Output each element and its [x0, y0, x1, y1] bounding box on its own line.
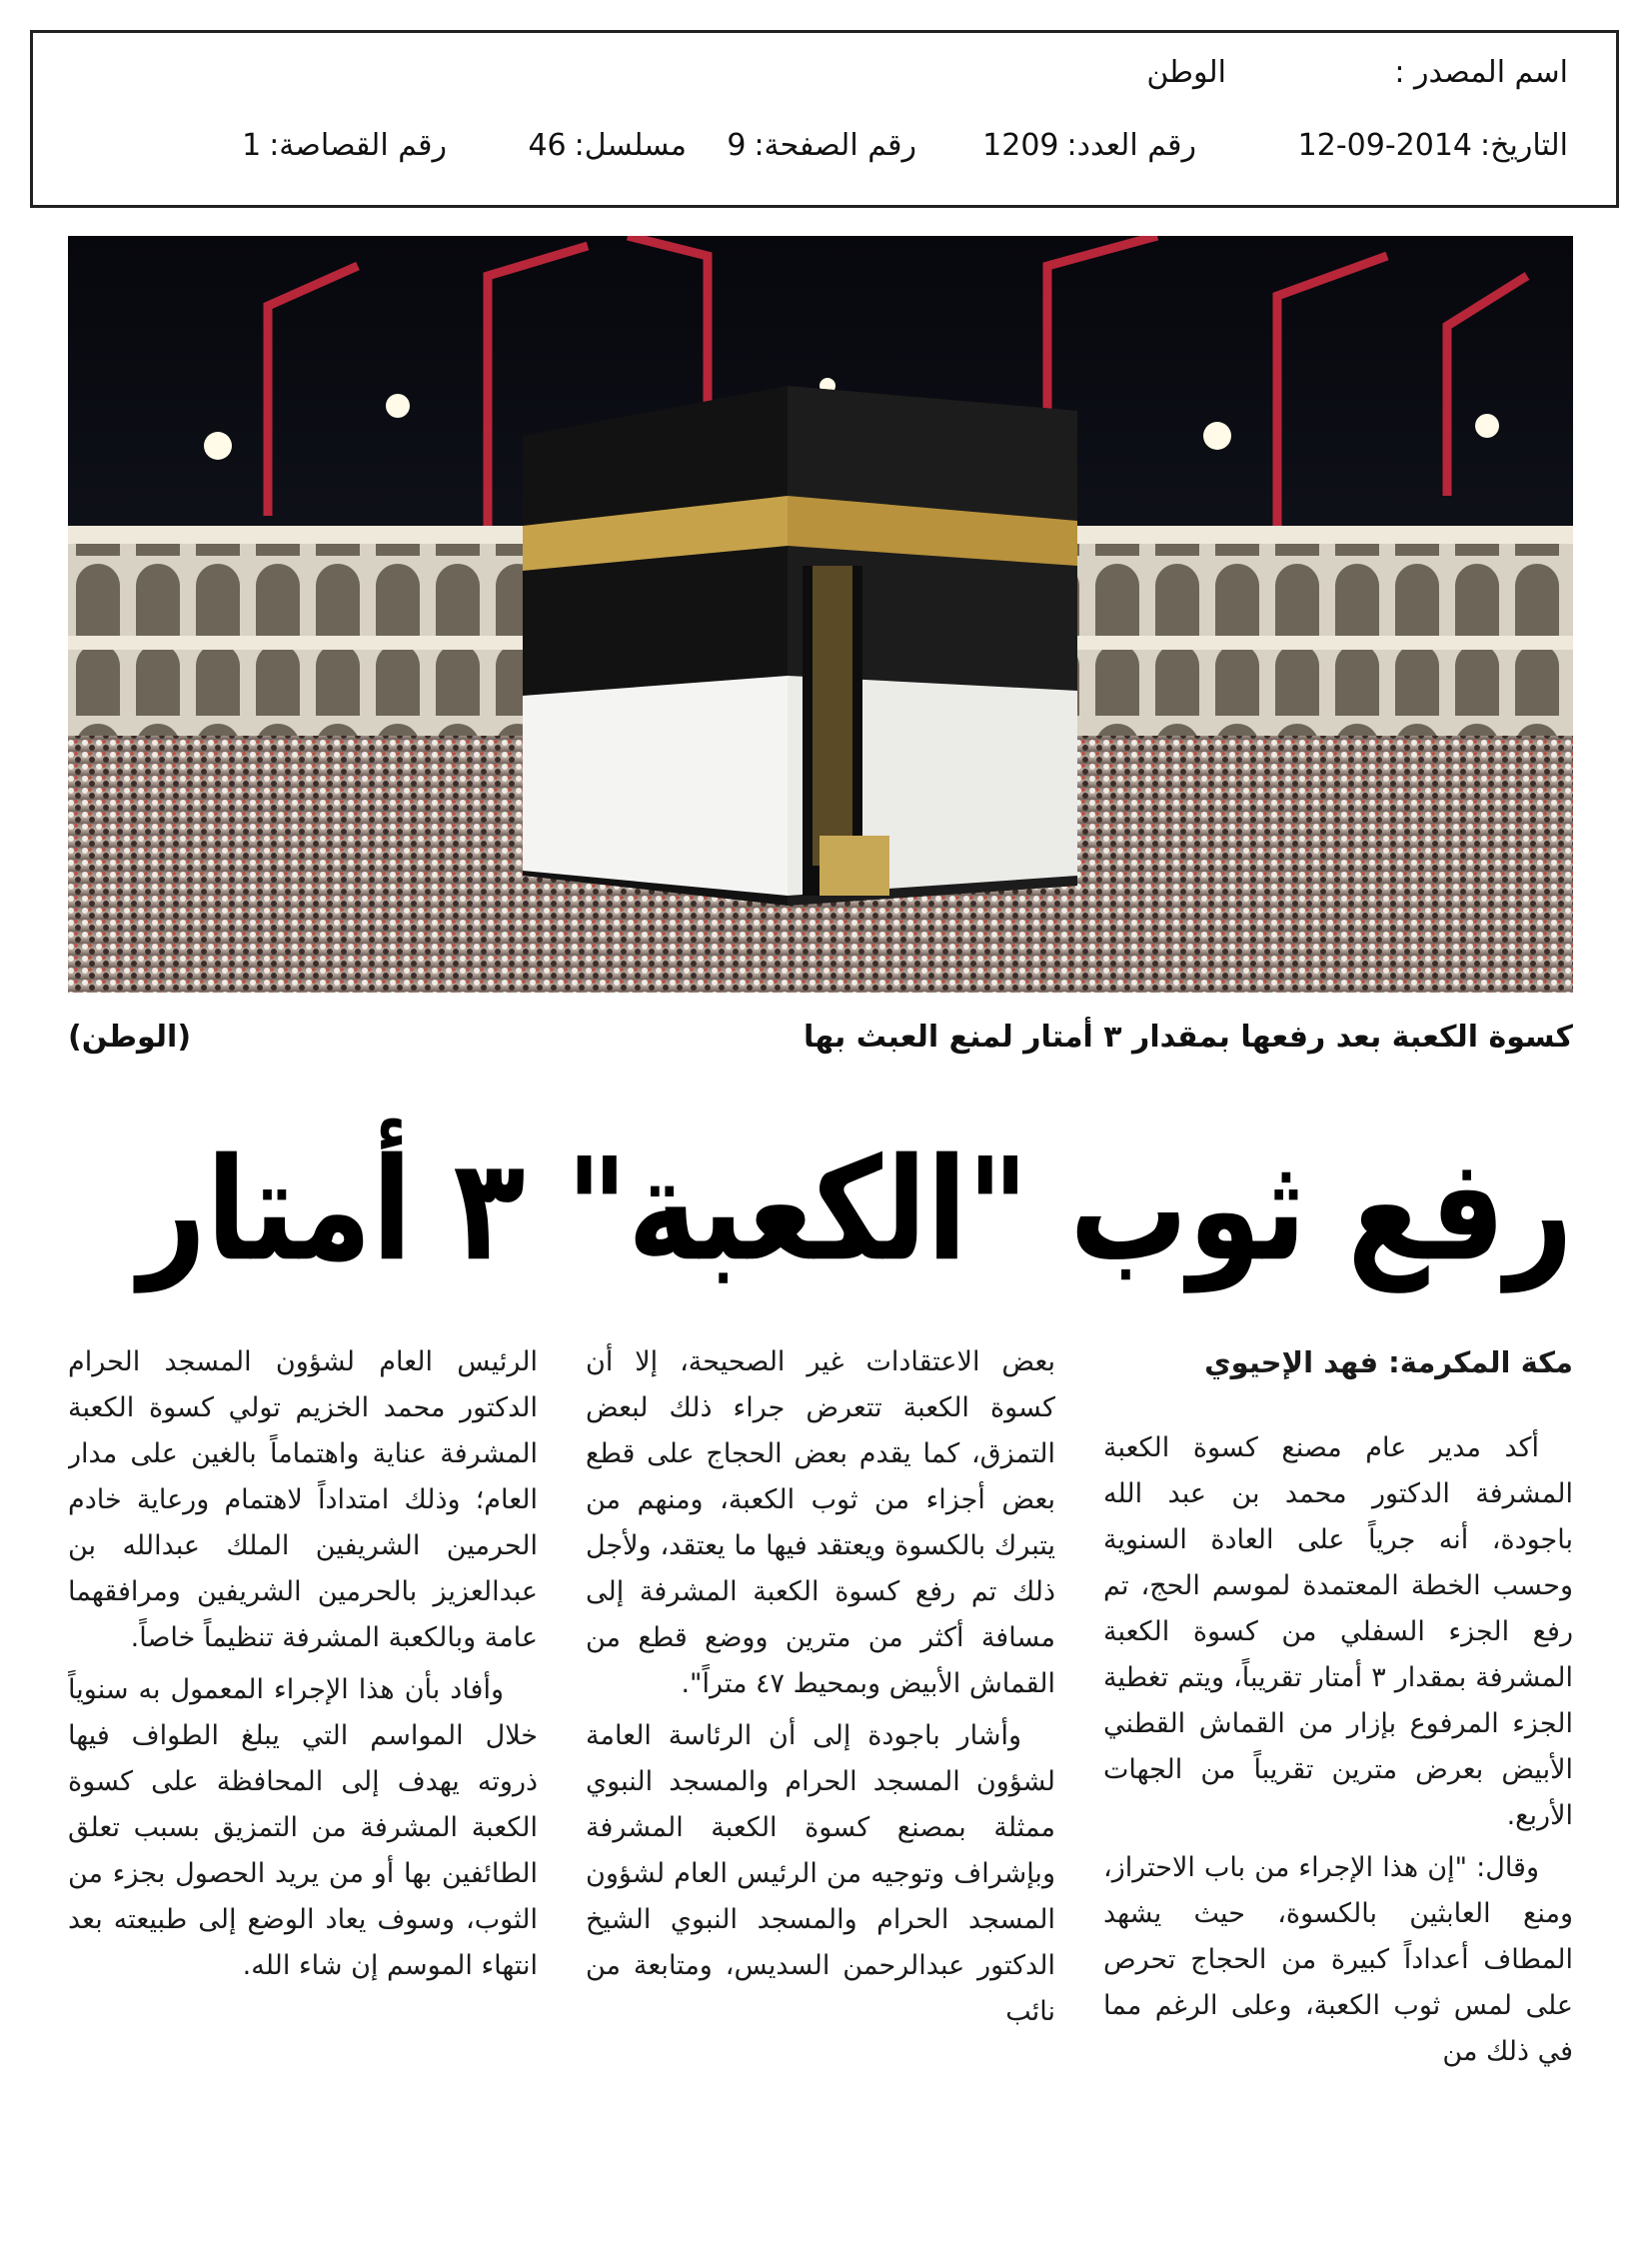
date-value: 2014-09-12: [1297, 128, 1473, 163]
serial-value: 46: [528, 128, 567, 163]
photo-caption: [68, 1020, 1573, 1070]
clipping-metadata-box: [30, 30, 1619, 208]
source-label: اسم المصدر :: [1394, 55, 1568, 90]
date-label: التاريخ:: [1480, 128, 1568, 163]
page-label: رقم الصفحة:: [754, 128, 916, 163]
paragraph: وقال: "إن هذا الإجراء من باب الاحتراز، ومنع العابثين بالكسوة، حيث يشهد المطاف أعداداً كبيرة من الحجاج تحرص على لمس ثوب الكعبة، وعلى الرغم مما في ذلك من: [1103, 1852, 1573, 2067]
paragraph: بعض الاعتقادات غير الصحيحة، إلا أن كسوة الكعبة تتعرض جراء ذلك لبعض التمزق، كما يقدم بعض الحجاج على قطع بعض أجزاء من ثوب الكعبة، ومنهم من يتبرك بالكسوة ويعتقد فيها ما يعتقد، ولأجل ذلك تم رفع كسوة الكعبة المشرفة إلى مسافة أكثر من مترين ووضع قطع من القماش الأبيض وبمحيط ٤٧ متراً".: [586, 1346, 1055, 1699]
byline: مكة المكرمة: فهد الإحيوي: [1204, 1345, 1573, 1379]
issue-value: 1209: [982, 128, 1059, 163]
kaaba-photo-illustration: [68, 236, 1573, 993]
paragraph: الرئيس العام لشؤون المسجد الحرام الدكتور محمد الخزيم تولي كسوة الكعبة المشرفة عناية واهتماماً بالغين على مدار العام؛ وذلك امتداداً لاهتمام ورعاية خادم الحرمين الشريفين الملك عبدالله بن عبدالعزيز بالحرمين الشريفين ومرافقهما عامة وبالكعبة المشرفة تنظيماً خاصاً.: [68, 1346, 538, 1653]
clip-value: 1: [242, 128, 262, 163]
issue-label: رقم العدد:: [1066, 128, 1196, 163]
page-value: 9: [727, 128, 747, 163]
article-column-1: [1103, 1339, 1573, 2239]
page-field: [727, 128, 916, 163]
article-column-3: [68, 1339, 538, 2239]
caption-credit: (الوطن): [68, 1020, 192, 1055]
caption-text: كسوة الكعبة بعد رفعها بمقدار ٣ أمتار لمنع العبث بها: [803, 1020, 1573, 1055]
article-column-2: [586, 1339, 1055, 2239]
kaaba-photo: [68, 236, 1573, 993]
clip-field: [242, 128, 447, 163]
clip-label: رقم القصاصة:: [269, 128, 447, 163]
paragraph: وأفاد بأن هذا الإجراء المعمول به سنوياً خلال المواسم التي يبلغ الطواف فيها ذروته يهدف إلى المحافظة على كسوة الكعبة المشرفة من التمزيق بسبب تعلق الطائفين بها أو من يريد الحصول بجزء من الثوب، وسوف يعاد الوضع إلى طبيعته بعد انتهاء الموسم إن شاء الله.: [68, 1674, 538, 1981]
source-value: الوطن: [1146, 55, 1226, 90]
paragraph: وأشار باجودة إلى أن الرئاسة العامة لشؤون المسجد الحرام والمسجد النبوي ممثلة بمصنع كسوة الكعبة المشرفة وبإشراف وتوجيه من الرئيس العام لشؤون المسجد الحرام والمسجد النبوي الشيخ الدكتور عبدالرحمن السديس، ومتابعة من نائب: [586, 1720, 1055, 2027]
article-headline: رفع ثوب "الكعبة" ٣ أمتار: [138, 1127, 1573, 1292]
date-field: [1298, 128, 1568, 163]
serial-label: مسلسل:: [574, 128, 687, 163]
article-body: [68, 1339, 1573, 2239]
serial-field: [528, 128, 687, 163]
issue-field: [982, 128, 1196, 163]
paragraph: أكد مدير عام مصنع كسوة الكعبة المشرفة الدكتور محمد بن عبد الله باجودة، أنه جرياً على العادة السنوية وحسب الخطة المعتمدة لموسم الحج، تم رفع الجزء السفلي من كسوة الكعبة المشرفة بمقدار ٣ أمتار تقريباً، ويتم تغطية الجزء المرفوع بإزار من القماش القطني الأبيض بعرض مترين تقريباً من الجهات الأربع.: [1103, 1432, 1573, 1831]
